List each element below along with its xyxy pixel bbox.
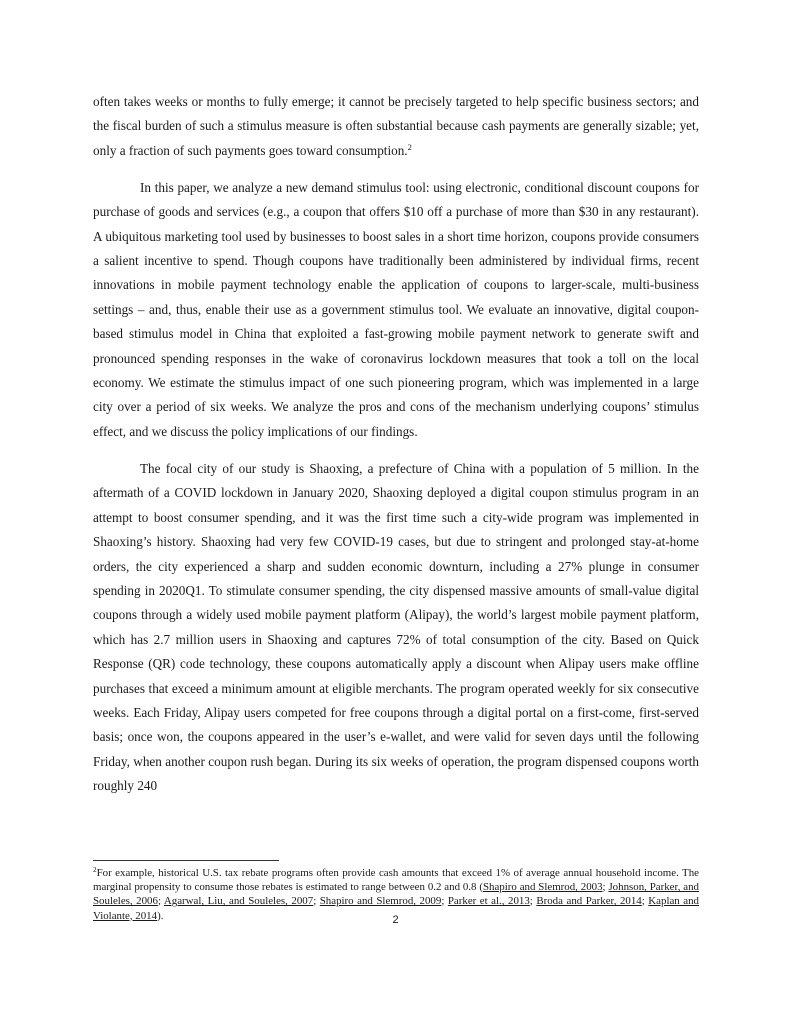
paragraph-continuation: [93, 90, 699, 163]
citation-separator: ;: [529, 895, 537, 908]
citation-link[interactable]: Broda and Parker, 2014: [536, 895, 642, 908]
citation-separator: ;: [157, 895, 164, 908]
paragraph-focal-city: The focal city of our study is Shaoxing, a prefecture of China with a population of 5 million. In the aftermath of a COVID lockdown in January 2020, Shaoxing deployed a digital coupon stimulus program in an attempt to boost consumer spending, and it was the first time such a city-wide program was implemented in Shaoxing’s history. Shaoxing had very few COVID-19 cases, but due to stringent and prolonged stay-at-home orders, the city experienced a sharp and sudden economic downturn, including a 27% plunge in consumer spending in 2020Q1. To stimulate consumer spending, the city dispensed massive amounts of small-value digital coupons through a widely used mobile payment platform (Alipay), the world’s largest mobile payment platform, which has 2.7 million users in Shaoxing and captures 72% of total consumption of the city. Based on Quick Response (QR) code technology, these coupons automatically apply a discount when Alipay users make offline purchases that exceed a minimum amount at eligible merchants. The program operated weekly for six consecutive weeks. Each Friday, Alipay users competed for free coupons through a digital portal on a first-come, first-served basis; once won, the coupons appeared in the user’s e-wallet, and were valid for seven days until the following Friday, when another coupon rush began. During its six weeks of operation, the program dispensed coupons worth roughly 240: [93, 460, 699, 794]
footnote-text: For example, historical U.S. tax rebate programs often provide cash amounts that exceed 1% of average annual household income. The marginal propensity to consume those rebates is estimated to range between 0.2 and 0.8 (: [93, 867, 699, 894]
citation-separator: ;: [441, 895, 448, 908]
paragraph-text: often takes weeks or months to fully emerge; it cannot be precisely targeted to help specific business sectors; and the fiscal burden of such a stimulus measure is often substantial because cash payments are generally sizable; yet, only a fraction of such payments goes toward consumption.: [93, 94, 699, 158]
body-text: [93, 90, 699, 799]
footnote-closing: ).: [157, 909, 164, 922]
citation-link[interactable]: Johnson, Parker, and Souleles, 2006: [93, 881, 700, 908]
citation-separator: ;: [641, 895, 649, 908]
footnote-mark: 2: [93, 866, 97, 874]
citation-separator: ;: [602, 881, 609, 894]
page-number: 2: [392, 914, 399, 926]
citation-link[interactable]: Agarwal, Liu, and Souleles, 2007: [163, 895, 314, 908]
citation-separator: ;: [313, 895, 320, 908]
citation-link[interactable]: Shapiro and Slemrod, 2003: [482, 881, 603, 894]
footnote-divider: [93, 860, 279, 861]
citation-link[interactable]: Parker et al., 2013: [447, 895, 530, 908]
footnote-reference[interactable]: 2: [407, 141, 412, 152]
paragraph-introduction: In this paper, we analyze a new demand stimulus tool: using electronic, conditional discount coupons for purchase of goods and services (e.g., a coupon that offers $10 off a purchase of more than $30 in any restaurant). A ubiquitous marketing tool used by businesses to boost sales in a short time horizon, coupons provide consumers a salient incentive to spend. Though coupons have traditionally been administered by individual firms, recent innovations in mobile payment technology enable the application of coupons to larger-scale, multi-business settings – and, thus, enable their use as a government stimulus tool. We evaluate an innovative, digital coupon-based stimulus model in China that exploited a fast-growing mobile payment network to generate swift and pronounced spending responses in the wake of coronavirus lockdown measures that took a toll on the local economy. We estimate the stimulus impact of one such pioneering program, which was implemented in a large city over a period of six weeks. We analyze the pros and cons of the mechanism underlying coupons’ stimulus effect, and we discuss the policy implications of our findings.: [93, 179, 699, 439]
citation-link[interactable]: Kaplan and Violante, 2014: [93, 895, 699, 922]
citation-link[interactable]: Shapiro and Slemrod, 2009: [319, 895, 442, 908]
